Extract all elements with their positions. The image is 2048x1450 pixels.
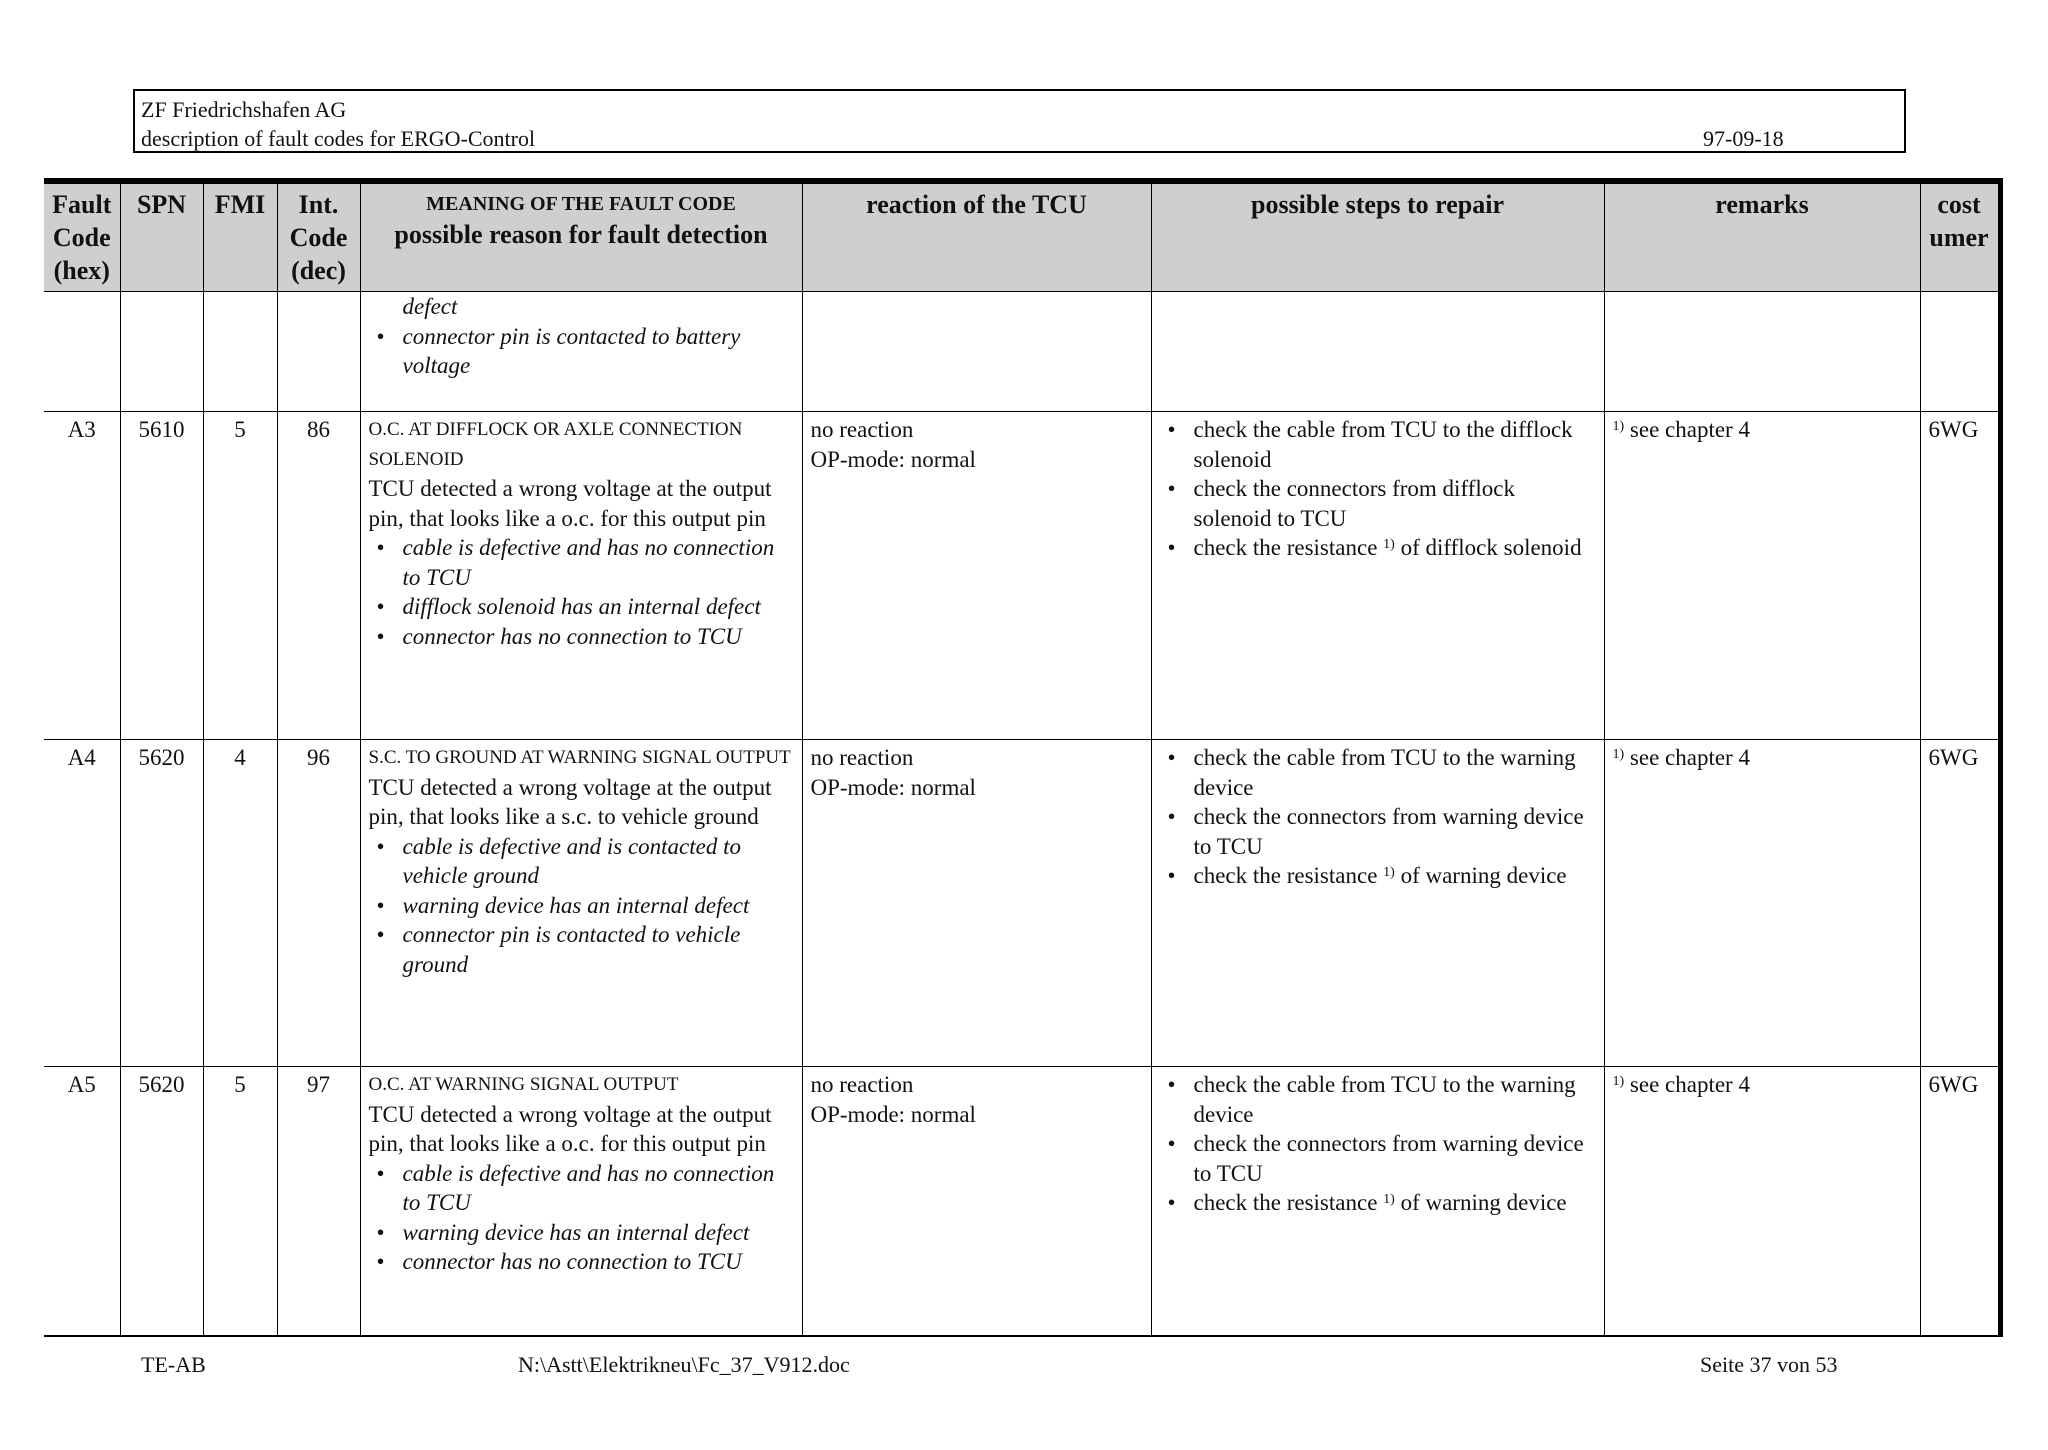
footer-file-path: N:\Astt\Elektrikneu\Fc_37_V912.doc (518, 1352, 850, 1377)
col-fmi: FMI (203, 181, 277, 292)
remark-text: see chapter 4 (1624, 745, 1750, 770)
remark-text: see chapter 4 (1624, 1072, 1750, 1097)
fault-code-table (44, 178, 2003, 1337)
repair-text: check the resistance (1193, 1190, 1384, 1215)
document-description: description of fault codes for ERGO-Control (141, 126, 536, 151)
int-code-cell: 97 (277, 1067, 360, 1336)
spn-cell: 5610 (120, 412, 203, 740)
continuation-fragment: defect (402, 294, 458, 319)
footer-dept: TE-AB (141, 1352, 206, 1377)
list-item: • connector pin is contacted to battery voltage (369, 322, 794, 381)
repair-text: check the cable from TCU to the warning device (1193, 1072, 1576, 1127)
continuation-row (44, 292, 2000, 412)
list-item (1160, 415, 1596, 474)
remarks-cell (1604, 412, 1920, 740)
list-item (1160, 1129, 1596, 1188)
list-item: • cable is defective and has no connection to TCU (369, 533, 794, 592)
repair-text: of warning device (1394, 1190, 1567, 1215)
repair-text: of warning device (1394, 863, 1567, 888)
list-item: • cable is defective and is contacted to vehicle ground (369, 832, 794, 891)
repair-text: check the connectors from difflock solenoid to TCU (1193, 476, 1515, 531)
reaction-cell (802, 412, 1151, 740)
meaning-cell (360, 1067, 802, 1336)
remarks-cell (1604, 1067, 1920, 1336)
reaction-line: no reaction (810, 417, 914, 442)
fault-description: TCU detected a wrong voltage at the output pin, that looks like a s.c. to vehicle ground (368, 774, 772, 829)
op-mode-line: OP-mode: normal (810, 1101, 976, 1127)
col-fault-code: Fault Code (hex) (44, 181, 120, 292)
meaning-cell (360, 412, 802, 740)
reason-list (369, 1159, 794, 1277)
reaction-line: no reaction (810, 1072, 914, 1097)
op-mode-line: OP-mode: normal (810, 774, 976, 800)
col-int-code: Int. Code (dec) (277, 181, 360, 292)
footer-page-number: Seite 37 von 53 (1700, 1352, 1838, 1377)
list-item (1160, 474, 1596, 533)
document-header-box (133, 89, 1906, 153)
remarks-cell (1604, 740, 1920, 1067)
reaction-cell (802, 740, 1151, 1067)
repair-cell (1151, 740, 1604, 1067)
repair-text: check the cable from TCU to the warning device (1193, 745, 1576, 800)
repair-text: check the connectors from warning device to TCU (1193, 804, 1584, 859)
table-row (44, 740, 2000, 1067)
col-repair: possible steps to repair (1151, 181, 1604, 292)
repair-list (1160, 743, 1596, 891)
list-item (1160, 743, 1596, 802)
col-remarks: remarks (1604, 181, 1920, 292)
col-reaction: reaction of the TCU (802, 181, 1151, 292)
table-row (44, 412, 2000, 740)
footnote-ref: 1) (1383, 865, 1395, 880)
fmi-cell: 4 (203, 740, 277, 1067)
list-item: • connector has no connection to TCU (369, 622, 794, 652)
document-date: 97-09-18 (1703, 126, 1784, 151)
fault-code-cell: A4 (44, 740, 120, 1067)
col-customer: cost umer (1920, 181, 2000, 292)
reaction-line: no reaction (810, 745, 914, 770)
reason-list (369, 533, 794, 651)
fault-code-cell: A5 (44, 1067, 120, 1336)
fault-title: S.C. TO GROUND AT WARNING SIGNAL OUTPUT (368, 747, 791, 768)
footnote-ref: 1) (1612, 1074, 1625, 1089)
list-item (1160, 1070, 1596, 1129)
col-meaning-title: MEANING OF THE FAULT CODE (426, 193, 736, 215)
list-item (1160, 533, 1596, 563)
fault-description: TCU detected a wrong voltage at the output pin, that looks like a o.c. for this output pin (368, 476, 772, 531)
list-item (1160, 861, 1596, 891)
spn-cell: 5620 (120, 740, 203, 1067)
footnote-ref: 1) (1612, 419, 1625, 434)
fault-description: TCU detected a wrong voltage at the output pin, that looks like a o.c. for this output pin (368, 1101, 772, 1156)
table-row (44, 1067, 2000, 1336)
fmi-cell: 5 (203, 412, 277, 740)
repair-text: check the cable from TCU to the difflock solenoid (1193, 417, 1573, 472)
customer-cell: 6WG (1920, 740, 2000, 1067)
col-spn: SPN (120, 181, 203, 292)
reaction-cell (802, 1067, 1151, 1336)
repair-cell (1151, 1067, 1604, 1336)
int-code-cell: 86 (277, 412, 360, 740)
fault-title: O.C. AT DIFFLOCK OR AXLE CONNECTION SOLENOID (368, 419, 743, 470)
repair-list (1160, 415, 1596, 563)
list-item: • connector pin is contacted to vehicle ground (369, 920, 794, 979)
repair-cell (1151, 412, 1604, 740)
repair-list (1160, 1070, 1596, 1218)
fault-title: O.C. AT WARNING SIGNAL OUTPUT (368, 1074, 679, 1095)
footnote-ref: 1) (1383, 537, 1395, 552)
repair-text: check the connectors from warning device to TCU (1193, 1131, 1584, 1186)
repair-text: of difflock solenoid (1394, 535, 1582, 560)
list-item (1160, 802, 1596, 861)
list-item: • connector has no connection to TCU (369, 1247, 794, 1277)
table-header-row (44, 181, 2000, 292)
repair-text: check the resistance (1193, 863, 1384, 888)
list-item (1160, 1188, 1596, 1218)
continuation-reasons (369, 322, 794, 381)
reason-list (369, 832, 794, 980)
col-meaning-subtitle: possible reason for fault detection (394, 220, 768, 249)
company-name: ZF Friedrichshafen AG (141, 97, 347, 122)
op-mode-line: OP-mode: normal (810, 446, 976, 472)
fault-code-cell: A3 (44, 412, 120, 740)
customer-cell: 6WG (1920, 1067, 2000, 1336)
list-item: • warning device has an internal defect (369, 1218, 794, 1248)
meaning-cell (360, 740, 802, 1067)
list-item: • difflock solenoid has an internal defect (369, 592, 794, 622)
int-code-cell: 96 (277, 740, 360, 1067)
repair-text: check the resistance (1193, 535, 1384, 560)
list-item: • warning device has an internal defect (369, 891, 794, 921)
footnote-ref: 1) (1383, 1192, 1395, 1207)
customer-cell: 6WG (1920, 412, 2000, 740)
col-meaning (360, 181, 802, 292)
remark-text: see chapter 4 (1624, 417, 1750, 442)
footnote-ref: 1) (1612, 747, 1625, 762)
list-item: • cable is defective and has no connection to TCU (369, 1159, 794, 1218)
spn-cell: 5620 (120, 1067, 203, 1336)
fmi-cell: 5 (203, 1067, 277, 1336)
